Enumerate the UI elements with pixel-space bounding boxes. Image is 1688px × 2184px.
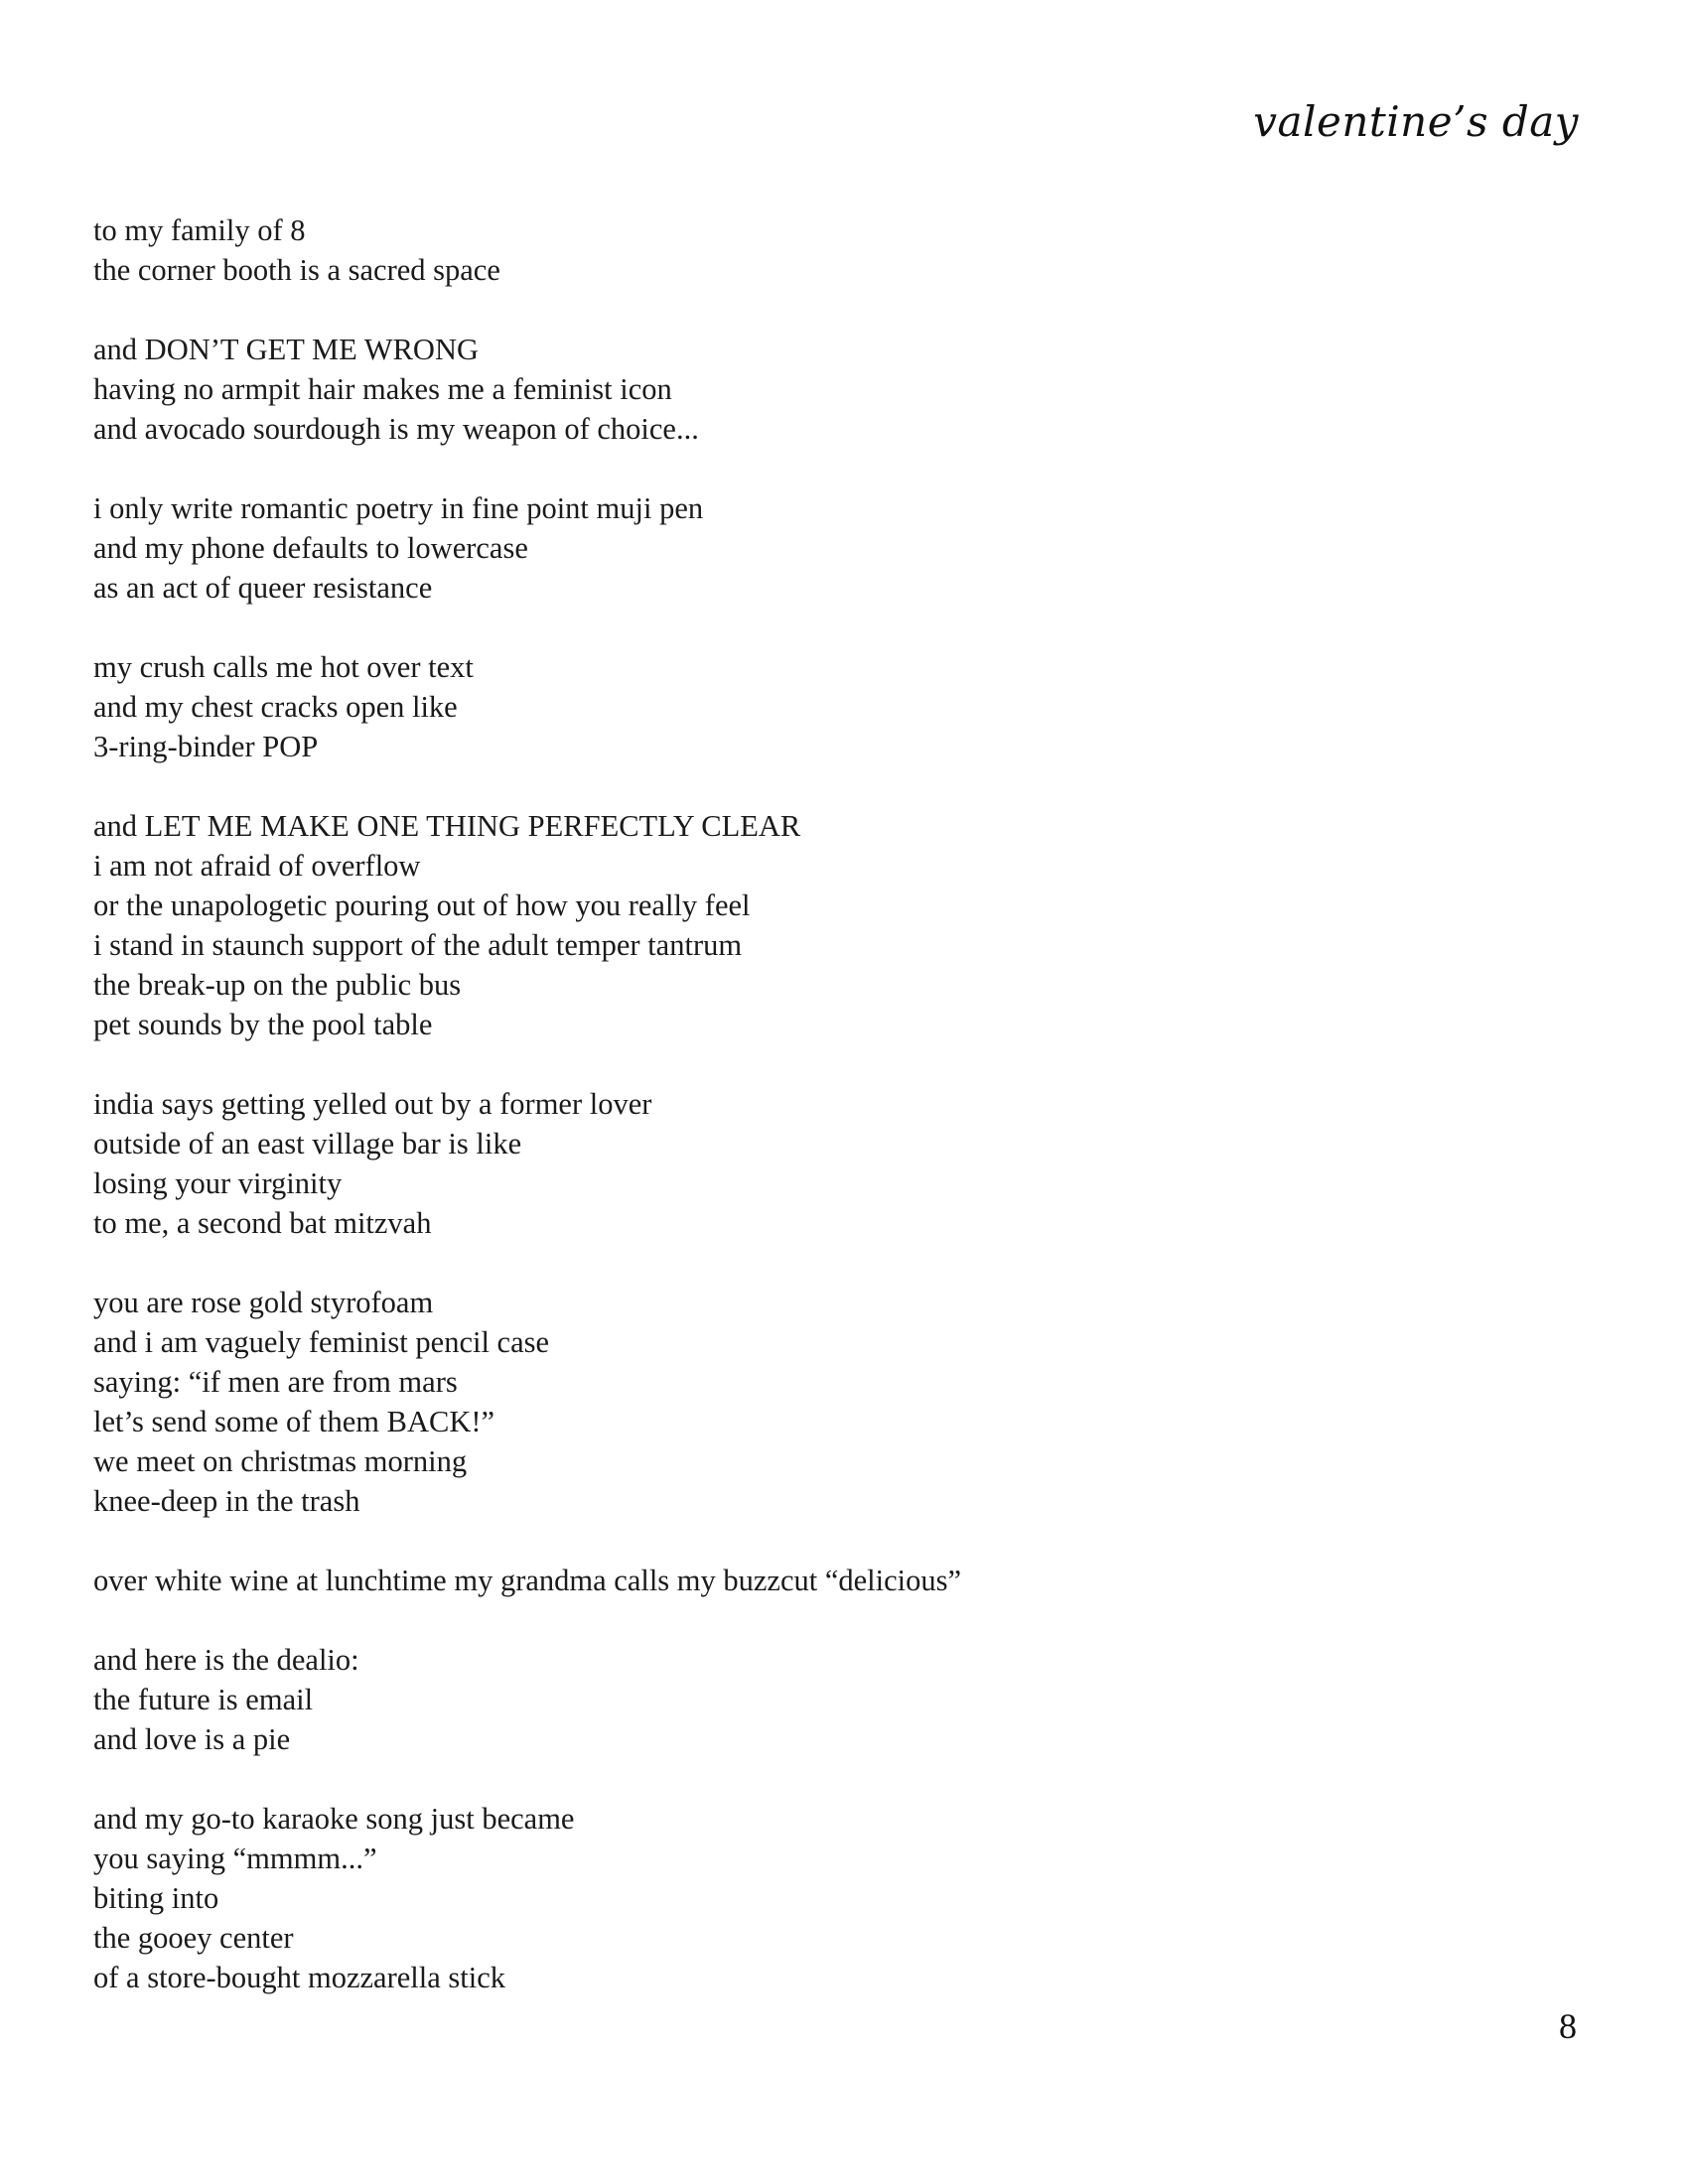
poem-line: pet sounds by the pool table bbox=[93, 1008, 433, 1041]
stanza bbox=[93, 1561, 1533, 1600]
stanza bbox=[93, 1640, 1533, 1759]
stanza bbox=[93, 1799, 1533, 1997]
poem-line: let’s send some of them BACK!” bbox=[93, 1405, 495, 1438]
poem-line: and avocado sourdough is my weapon of choice... bbox=[93, 412, 699, 446]
poem-line: and i am vaguely feminist pencil case bbox=[93, 1325, 550, 1359]
poem-line: and DON’T GET ME WRONG bbox=[93, 333, 479, 366]
stanza bbox=[93, 806, 1533, 1044]
poem-line: the corner booth is a sacred space bbox=[93, 253, 500, 287]
poem-line: we meet on christmas morning bbox=[93, 1444, 468, 1478]
poem-line: and my chest cracks open like bbox=[93, 690, 458, 724]
poem-line: and here is the dealio: bbox=[93, 1643, 359, 1677]
poem-line: the break-up on the public bus bbox=[93, 968, 462, 1002]
poem-line: biting into bbox=[93, 1881, 219, 1915]
stanza bbox=[93, 210, 1533, 290]
poem-line: losing your virginity bbox=[93, 1166, 343, 1200]
stanza bbox=[93, 1283, 1533, 1521]
poem-line: i stand in staunch support of the adult temper tantrum bbox=[93, 928, 743, 962]
stanza bbox=[93, 488, 1533, 608]
poem-line: over white wine at lunchtime my grandma calls my buzzcut “delicious” bbox=[93, 1564, 962, 1597]
poem-line: and LET ME MAKE ONE THING PERFECTLY CLEAR bbox=[93, 809, 801, 843]
poem-line: 3-ring-binder POP bbox=[93, 730, 319, 763]
poem-line: to my family of 8 bbox=[93, 213, 306, 247]
poem-line: you saying “mmmm...” bbox=[93, 1842, 377, 1875]
poem-line: india says getting yelled out by a former lover bbox=[93, 1087, 652, 1121]
poem-line: knee-deep in the trash bbox=[93, 1484, 360, 1518]
poem-line: i am not afraid of overflow bbox=[93, 849, 421, 883]
poem-line: saying: “if men are from mars bbox=[93, 1365, 458, 1399]
poem-line: outside of an east village bar is like bbox=[93, 1127, 522, 1160]
poem-line: as an act of queer resistance bbox=[93, 571, 433, 605]
poem-line: the gooey center bbox=[93, 1921, 294, 1955]
poem-line: and my phone defaults to lowercase bbox=[93, 531, 528, 565]
poem-line: or the unapologetic pouring out of how you really feel bbox=[93, 888, 751, 922]
page-number: 8 bbox=[1559, 2006, 1577, 2046]
stanza bbox=[93, 330, 1533, 449]
poem-line: my crush calls me hot over text bbox=[93, 650, 474, 684]
poem-line: the future is email bbox=[93, 1683, 314, 1716]
poem-line: i only write romantic poetry in fine point muji pen bbox=[93, 491, 704, 525]
stanza bbox=[93, 647, 1533, 766]
poem-line: you are rose gold styrofoam bbox=[93, 1286, 434, 1319]
poem-body bbox=[93, 210, 1533, 2037]
poem-line: to me, a second bat mitzvah bbox=[93, 1206, 432, 1240]
poem-line: and my go-to karaoke song just became bbox=[93, 1802, 575, 1836]
poem-line: of a store-bought mozzarella stick bbox=[93, 1961, 505, 1994]
page-title: valentine’s day bbox=[1253, 97, 1579, 146]
poem-line: having no armpit hair makes me a feminist icon bbox=[93, 372, 672, 406]
stanza bbox=[93, 1084, 1533, 1243]
poem-line: and love is a pie bbox=[93, 1722, 291, 1756]
